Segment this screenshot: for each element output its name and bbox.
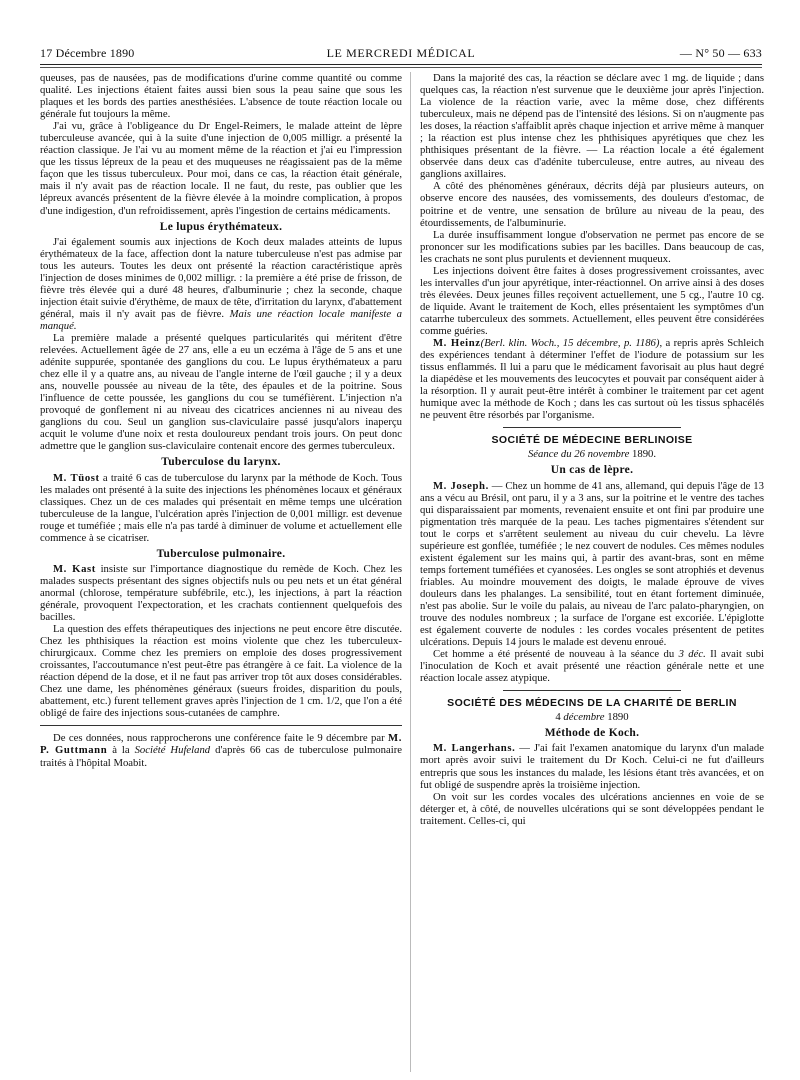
- paragraph: On voit sur les cordes vocales des ulcérations anciennes en voie de se déterger et, à côté, de nouvelles ulcérations qui se sont développées pendant le traitement. Celles-ci, qui: [420, 790, 764, 827]
- author-name: M. Kast: [53, 562, 96, 575]
- date-text: 3 déc.: [678, 648, 706, 661]
- session-day: 4: [555, 711, 564, 724]
- section-divider: [503, 427, 682, 428]
- paragraph: queuses, pas de nausées, pas de modifications d'urine comme quantité ou comme qualité. Les injections étaient faites aussi bien sous la peau saine que sous les plaques et les bords des parties anesthésiées. L'absence de toute réaction locale ou générale fut toujours la même.: [40, 72, 402, 121]
- session-month: novembre: [587, 448, 630, 461]
- paragraph: [40, 472, 402, 544]
- paragraph: [40, 732, 402, 768]
- header-rule-thin: [40, 67, 762, 68]
- society-title: SOCIÉTÉ DES MÉDECINS DE LA CHARITÉ DE BERLIN: [447, 697, 737, 710]
- paragraph-text: Cet homme a été présenté de nouveau à la séance du: [433, 648, 679, 661]
- author-name: M. Heinz: [433, 337, 481, 350]
- section-heading-larynx: Tuberculose du larynx.: [161, 456, 281, 469]
- paragraph: Les injections doivent être faites à doses progressivement croissantes, avec les intervalles d'un jour apyrétique, inter-réactionnel. On arrive ainsi à des doses très élevées. Deux jeunes filles reçoivent actuellement, une 5 cg., l'autre 10 cg. de liquide. Avant le traitement de Koch, elles présentaient les symptômes d'un catarrhe tuberculeux des sommets. Actuellement, elles peuvent être considérées comme guéries.: [420, 264, 764, 337]
- citation: (Berl. klin. Woch., 15 décembre, p. 1186): [480, 337, 660, 350]
- section-heading-pulmonaire: Tuberculose pulmonaire.: [156, 547, 286, 560]
- paragraph-text: , a repris après Schleich des expériences tendant à déterminer l'effet de l'iodure de potassium sur les tissus enflammés. Il lui a paru que le médicament favorisait au plus haut degré la diapédèse et les mouvements des leucocytes et pouvait par conséquent aider à la résorption. Il y aurait peut-être intérêt à combiner le traitement par cet agent humique avec la méthode de Koch ; dans les cas surtout où les tissus sphacélés ne peuvent être résorbés par l'organisme.: [420, 337, 764, 422]
- paragraph-text: d'après 66 cas de tuberculose pulmonaire traités à l'hôpital Moabit.: [40, 744, 402, 769]
- author-name: M. Langerhans.: [433, 742, 516, 755]
- author-name: M. Tüost: [53, 471, 100, 484]
- header-rule: [40, 64, 762, 65]
- society-title: SOCIÉTÉ DE MÉDECINE BERLINOISE: [491, 434, 693, 447]
- paragraph-text: à la: [107, 744, 135, 757]
- paragraph-text: J'ai également soumis aux injections de Koch deux malades atteints de lupus érythémateux de la face, affection dont la nature tuberculeuse n'est pas admise par tous les auteurs. Toutes les deux ont présenté la réaction caractéristique après l'injection de doses minimes de 0,002 milligr. : la première a été prise de frisson, de fièvre très élevée qui a duré 48 heures, d'albuminurie ; chez la seconde, chaque injection était suivie d'érythème, de maux de tête, d'irritation du larynx, d'abattement général, mais il n'y avait pas de fièvre.: [40, 235, 402, 320]
- paragraph-text: — Chez un homme de 41 ans, allemand, qui depuis l'âge de 13 ans a vécu au Brésil, ont paru, il y a 3 ans, sur la poitrine et le ventre des taches qui disparaissaient par moments, revenaient ensuite et ont fini par produire une pigmentation très marquée de la peau. Les taches pigmentaires s'étendent sur tout le corps et s'arrêtent seulement au niveau du cuir chevelu. La lèvre supérieure est gonflée, tuméfiée ; le nez couvert de nodules. Ces mêmes nodules existent également sur les mains qui, à partir des avant-bras, sont en même temps fortement tuméfiées et cyanosées. Les ongles se sont atrophiés et devenus friables. Au moindre mouvement des doigts, le malade éprouve de vives douleurs dans les phalanges. La sensibilité, tout en étant fortement diminuée, n'est pas abolie. Sur le voile du palais, au niveau de l'arc palato-pharyngien, on trouve des nodules nombreux ; la surface de l'organe est excoriée. L'épiglotte est également couverte de nodules : les cordes vocales présentent de petites ulcérations. Depuis 14 jours le malade est devenu enroué.: [420, 479, 764, 649]
- journal-title: LE MERCREDI MÉDICAL: [326, 46, 476, 60]
- paragraph: La première malade a présenté quelques particularités qui méritent d'être relevées. Actuellement âgée de 27 ans, elle a eu un eczéma à l'âge de 5 ans et une adénite suppurée, spontanée des ganglions du cou. Le lupus érythémateux a paru chez elle il y a quatre ans, au niveau de l'angle interne de l'œil gauche ; il y a deux ans, nouvelle poussée au niveau de la tête, des épaules et de la poitrine. Sous l'influence de cette poussée, les ganglions du cou se tuméfièrent. L'injection n'a provoqué de gonflement ni au niveau des cicatrices anciennes ni au niveau des ganglions du cou. Seul un ganglion sus-claviculaire passé jusqu'alors inaperçu acquit le volume d'une noix et resta douloureux pendant trois jours. On peut donc admettre que le ganglion sus-claviculaire contenait encore des germes tuberculeux.: [40, 331, 402, 453]
- session-date: [420, 448, 764, 460]
- section-divider: [503, 690, 682, 691]
- paragraph-text: insiste sur l'importance diagnostique du remède de Koch. Chez les malades suspects présentant des signes objectifs nuls ou peu nets et un état général anormal (chlorose, température subfébrile, etc.), les injections, à part la réaction générale, provoquent l'expectoration, et les crachats contiennent quelquefois des bacilles.: [40, 562, 402, 624]
- emphasis-text: Mais une réaction locale manifeste a manqué.: [40, 307, 403, 332]
- paragraph: A côté des phénomènes généraux, décrits déjà par plusieurs auteurs, on observe encore des nausées, des vomissements, des douleurs d'estomac, de poitrine et de ventre, une sensation de brûlure au niveau de la peau, des étourdissements, de l'albuminurie.: [420, 180, 764, 229]
- paragraph: [420, 648, 764, 684]
- session-year: 1890: [604, 711, 629, 724]
- paragraph: La durée insuffisamment longue d'observation ne permet pas encore de se prononcer sur les modifications subies par les bacilles. Dans beaucoup de cas, les crachats ne sont plus purulents et deviennent muqueux.: [420, 228, 764, 265]
- paragraph-text: — J'ai fait l'examen anatomique du larynx d'un malade mort après avoir suivi le traitement du Dr Koch. Celui-ci ne fut d'ailleurs entrepris que sous les instances du malade, les lésions étant très avancées, et on fut obligé de suspendre après la troisième injection.: [420, 742, 765, 791]
- left-column: [40, 72, 402, 769]
- section-heading-lepre: Un cas de lèpre.: [550, 464, 634, 477]
- paragraph-text: De ces données, nous rapprocherons une conférence faite le 9 décembre par: [53, 732, 389, 745]
- section-divider: [40, 725, 402, 726]
- right-column: [420, 72, 764, 827]
- issue-page-number: — N° 50 — 633: [679, 46, 762, 60]
- column-separator: [410, 72, 411, 1072]
- running-header: [40, 44, 762, 62]
- section-heading-methode: Méthode de Koch.: [544, 727, 640, 740]
- paragraph: [420, 742, 764, 790]
- paragraph: J'ai vu, grâce à l'obligeance du Dr Engel-Reimers, le malade atteint de lèpre tuberculeuse avancée, qui à la suite d'une injection de 0,005 milligr. a présenté la réaction classique. Je l'ai vu au moment même de la réaction et j'ai eu l'impression que les tissus lépreux de la peau et des muqueuses ne réagissaient pas de la même façon que les tissus tuberculeux. Pour moi, dans ce cas, la réaction était générale, mais il n'y avait pas de réaction locale. Il ne faut, du reste, pas oublier que les lépreux avancés présentent de la fièvre élevée à la moindre complication, à propos d'une indigestion, d'un refroidissement, après l'ingestion de certains médicaments.: [40, 120, 402, 217]
- paragraph: [40, 236, 402, 332]
- paragraph: [40, 563, 402, 623]
- author-name: M. P. Guttmann: [40, 732, 402, 757]
- session-month: décembre: [563, 711, 605, 724]
- section-heading-lupus: Le lupus érythémateux.: [159, 220, 283, 233]
- author-name: M. Joseph.: [433, 479, 489, 492]
- paragraph: La question des effets thérapeutiques des injections ne peut encore être discutée. Chez les phthisiques la réaction est moins violente que chez les tuberculeux-chirurgicaux. Comme chez les premiers on emploie des doses progressivement croissantes, l'accoutumance n'est peut-être pas étrangère à ce fait. La violence de la réaction dépend de la dose, et il ne faut pas arriver trop tôt aux doses considérables. Chez une dame, les phénomènes généraux (sueurs froides, disparition du pouls, abattement, etc.) furent tellement graves après l'injection de 1 cm. 1/2, que l'on a été obligé de faire des injections sous-cutanées de camphre.: [40, 623, 402, 720]
- issue-date: 17 Décembre 1890: [40, 46, 135, 60]
- paragraph: [420, 480, 764, 649]
- session-label: Séance du 26: [527, 448, 588, 461]
- session-date: [420, 711, 764, 723]
- paragraph: [420, 337, 764, 421]
- society-name: Société Hufeland: [134, 744, 211, 757]
- paragraph-text: Il avait subi l'inoculation de Koch et avait présenté une réaction générale nette et une réaction locale assez atypique.: [420, 648, 764, 685]
- paragraph-text: a traité 6 cas de tuberculose du larynx par la méthode de Koch. Tous les malades ont présenté à la suite des injections les phénomènes locaux et généraux classiques. Chez un de ces malades qui présentait en même temps une ulcération tuberculeuse de la langue, l'ulcération après l'injection de 0,001 milligr. est devenue rouge et tuméfiée ; mais elle n'a pas tardé à diminuer de volume et actuellement elle commence à se cicatriser.: [40, 471, 402, 544]
- paragraph: Dans la majorité des cas, la réaction se déclare avec 1 mg. de liquide ; dans quelques cas, la réaction n'est survenue que le deuxième jour après l'injection. La violence de la réaction varie, avec la même dose, chez différents tuberculeux, mais ne dépend pas de l'intensité des lésions. Si on n'augmente pas les doses, la réaction s'affaiblit après chaque injection et arrive même à manquer ; la réaction est plus intense chez les phthisiques apyrétiques que chez les phthisiques présentant de la fièvre. — La réaction locale a été également observée dans deux cas d'adénite tuberculeuse, entre autres, au niveau des ganglions axillaires.: [420, 72, 764, 181]
- session-year: 1890.: [629, 448, 657, 461]
